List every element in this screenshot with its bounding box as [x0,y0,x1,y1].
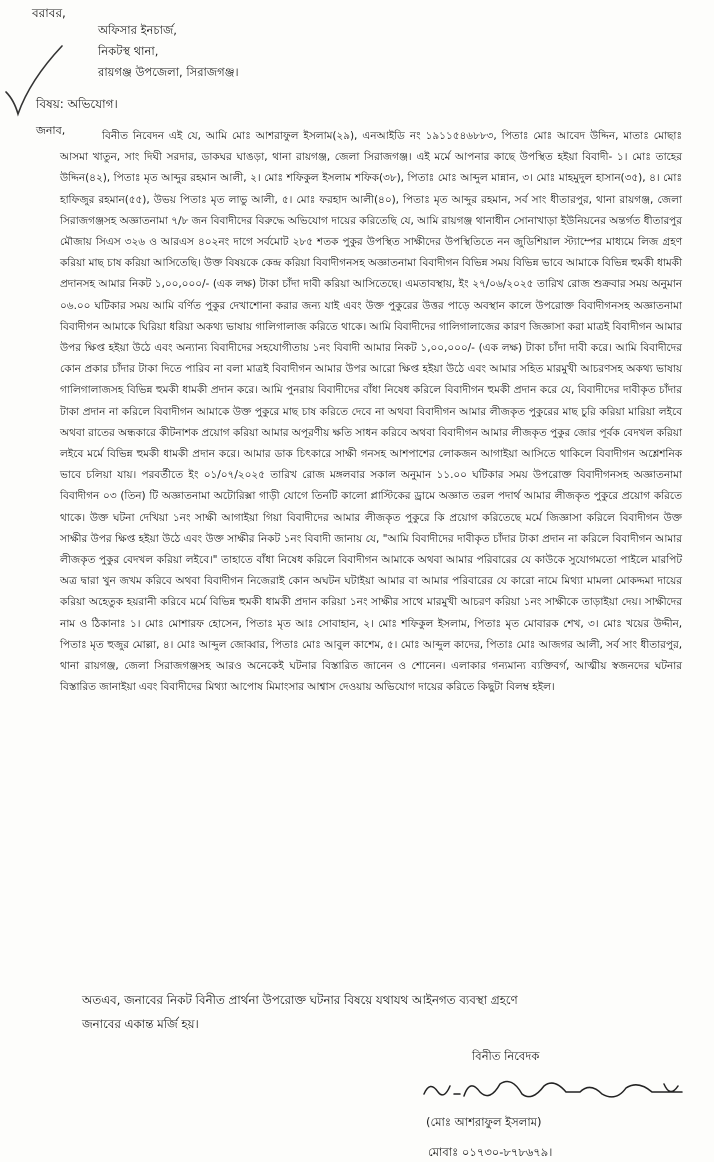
recipient-line: নিকটস্থ থানা, [98,44,159,58]
closing-request: অতএব, জনাবের নিকট বিনীত প্রার্থনা উপরোক্ত ঘটনার বিষয়ে যথাযথ আইনগত ব্যবস্থা গ্রহণে [82,993,518,1007]
greeting: জনাব, [36,124,66,137]
signer-mobile: মোবাঃ ০১৭৩০-৮৭৮৬৭৯। [428,1145,553,1159]
closing-request-cont: জনাবের একান্ত মর্জি হয়। [82,1017,199,1031]
closing-paragraph [82,988,682,1036]
signer-name: (মোঃ আশরাফুল ইসলাম) [426,1115,542,1129]
handwritten-signature [420,1072,690,1106]
recipient-line: রায়গঞ্জ উপজেলা, সিরাজগঞ্জ। [98,65,239,79]
salutation: বরাবর, [32,6,66,20]
subject-line: বিষয়: অভিযোগ। [36,97,118,111]
complaint-body: বিনীত নিবেদন এই যে, আমি মোঃ আশরাফুল ইসলাম(২৯), এনআইডি নং ১৯১১৫৪৬৮৮৩, পিতাঃ মোঃ আবেদ উদ্দিন, মাতাঃ মোছাঃ আসমা খাতুন, সাং দিঘী সরদার, ডাকঘর ঘাঙড়া, থানা রায়গঞ্জ, জেলা সিরাজগঞ্জ। এই মর্মে আপনার কাছে উপস্থিত হইয়া বিবাদী- ১। মোঃ তাহের উদ্দিন(৪২), পিতাঃ মৃত আব্দুর রহমান আলী, ২। মোঃ শফিকুল ইসলাম শফিক(৩৮), পিতাঃ মোঃ আব্দুল মান্নান, ৩। মোঃ মাহমুদুল হাসান(৩৫), ৪। মোঃ হাফিজুর রহমান(৫৫), উভয় পিতাঃ মৃত লাভু আলী, ৫। মোঃ ফরহাদ আলী(৪০), পিতাঃ মৃত আব্দুর রহমান, সর্ব সাং ধীতারপুর, থানা রায়গঞ্জ, জেলা সিরাজগঞ্জসহ অজ্ঞাতনামা ৭/৮ জন বিবাদীদের বিরুদ্ধে অভিযোগ দায়ের করিতেছি যে, আমি রায়গঞ্জ থানাধীন সোনাখাড়া ইউনিয়নের অন্তর্গত ধীতারপুর মৌজায় সিএস ৩২৬ ও আরএস ৪০২নং দাগে সর্বমোট ২৮৫ শতক পুকুর উপস্থিত সাক্ষীদের উপস্থিতিতে নন জুডিশিয়াল স্ট্যাম্পের মাধ্যমে লিজ গ্রহণ করিয়া মাছ চাষ করিয়া আসিতেছি। উক্ত বিষয়কে কেন্দ্র করিয়া বিবাদীগনসহ অজ্ঞাতনামা বিবাদীগন বিভিন্ন সময় বিভিন্ন ভাবে আমাকে বিভিন্ন হুমকী ধামকী প্রদানসহ আমার নিকট ১,০০,০০০/- (এক লক্ষ) টাকা চাঁদা দাবী করিয়া আসিতেছে। এমতাবস্থায়, ইং ২৭/০৬/২০২৫ তারিখ রোজ শুক্রবার সময় অনুমান ০৬.০০ ঘটিকার সময় আমি বর্ণিত পুকুর দেখাশোনা করার জন্য যাই এবং উক্ত পুকুরের উত্তর পাড়ে অবস্থান কালে উপরোক্ত বিবাদীগনসহ অজ্ঞাতনামা বিবাদীগন আমাকে ঘিরিয়া ধরিয়া অকথ্য ভাষায় গালিগালাজ করিতে থাকে। আমি বিবাদীদের গালিগালাজের কারণ জিজ্ঞাসা করা মাত্রই বিবাদীগন আমার উপর ক্ষিপ্ত হইয়া উঠে এবং অন্যান্য বিবাদীদের সহযোগীতায় ১নং বিবাদী আমার নিকট ১,০০,০০০/- (এক লক্ষ) টাকা চাঁদা দাবী করে। আমি বিবাদীদের কোন প্রকার চাঁদার টাকা দিতে পারিব না বলা মাত্রই বিবাদীগন আমার উপর আরো ক্ষিপ্ত হইয়া উঠে এবং আমার সহিত মারমুখী আচরণসহ অকথ্য ভাষায় গালিগালাজসহ বিভিন্ন হুমকী ধামকী প্রদান করে। আমি পুনরায় বিবাদীদের বাঁধা নিষেধ করিলে বিবাদীগন হুমকী প্রদান করে যে, বিবাদীদের দাবীকৃত চাঁদার টাকা প্রদান না করিলে বিবাদীগন আমাকে উক্ত পুকুরে মাছ চাষ করিতে দেবে না অথবা বিবাদীগন আমার লীজকৃত পুকুরের মাছ চুরি করিয়া মারিয়া লইবে অথবা রাতের অন্ধকারে কীটনাশক প্রয়োগ করিয়া আমার অপূরণীয় ক্ষতি সাধন করিবে অথবা বিবাদীগন আমার লীজকৃত পুকুর জোর পূর্বক বেদখল করিয়া লইবে মর্মে বিভিন্ন হুমকী ধামকী প্রদান করে। আমার ডাক চিৎকারে সাক্ষী গনসহ আশপাশের লোকজন আগাইয়া আসিতে থাকিলে বিবাদীগন অশ্লেশনিক ভাবে চলিয়া যায়। পরবর্তীতে ইং ০১/০৭/২০২৫ তারিখ রোজ মঙ্গলবার সকাল অনুমান ১১.০০ ঘটিকার সময় উপরোক্ত বিবাদীগনসহ অজ্ঞাতনামা বিবাদীগন ০৩ (তিন) টি অজ্ঞাতনামা অটোরিক্সা গাড়ী যোগে তিনটি কালো প্লাস্টিকের ড্রামে অজ্ঞাত তরল পদার্থ আমার লীজকৃত পুকুরে প্রয়োগ করিতে থাকে। উক্ত ঘটনা দেখিয়া ১নং সাক্ষী আগাইয়া গিয়া বিবাদীদের আমার লীজকৃত পুকুরে কি প্রয়োগ করিতেছে মর্মে জিজ্ঞাসা করিলে বিবাদীগন উক্ত সাক্ষীর উপর ক্ষিপ্ত হইয়া উঠে এবং উক্ত সাক্ষীর নিকট ১নং বিবাদী জানায় যে, "আমি বিবাদীদের দাবীকৃত চাঁদার টাকা প্রদান না করিলে বিবাদীগন আমার লীজকৃত পুকুর বেদখল করিয়া লইবে।" তাহাতে বাঁধা নিষেধ করিলে বিবাদীগন আমাকে অথবা আমার পরিবারের যে কাউকে সুযোগমতো পাইলে মারপিট অত্র দ্বারা খুন জখম করিবে অথবা বিবাদীগন নিজেরাই কোন অঘটন ঘটাইয়া আমার বা আমার পরিবারের যে কারো নামে মিথ্যা মামলা মোকদ্দমা দায়ের করিয়া অহেতুক হয়রানী করিবে মর্মে বিভিন্ন হুমকী ধামকী প্রদান করিয়া ১নং সাক্ষীর সাথে মারমুখী আচরণ করিয়া ১নং সাক্ষীকে তাড়াইয়া দেয়। সাক্ষীদের নাম ও ঠিকানাঃ ১। মোঃ মোশারফ হোসেন, পিতাঃ মৃত আঃ সোবাহান, ২। মোঃ শফিকুল ইসলাম, পিতাঃ মৃত মোবারক শেখ, ৩। মোঃ খয়ের উদ্দীন, পিতাঃ মৃত হুজুর মোল্লা, ৪। মোঃ আব্দুল জোব্বার, পিতাঃ মোঃ আবুল কাশেম, ৫। মোঃ আব্দুল কাদের, পিতাঃ মোঃ আজগর আলী, সর্ব সাং ধীতারপুর, থানা রায়গঞ্জ, জেলা সিরাজগঞ্জসহ আরও অনেকেই ঘটনার বিস্তারিত জানেন ও শোনেন। এলাকার গন্যমান্য ব্যক্তিবর্গ, আত্মীয় স্বজনদের ঘটনার বিস্তারিত জানাইয়া এবং বিবাদীদের মিথ্যা আপোষ মিমাংসার আশ্বাস দেওয়ায় অভিযোগ দায়ের করিতে কিছুটা বিলম্ব হইল। [60,130,682,694]
recipient-line: অফিসার ইনচার্জ, [98,23,177,37]
signature-label: বিনীত নিবেদক [472,1049,540,1063]
recipient-address [98,20,239,83]
